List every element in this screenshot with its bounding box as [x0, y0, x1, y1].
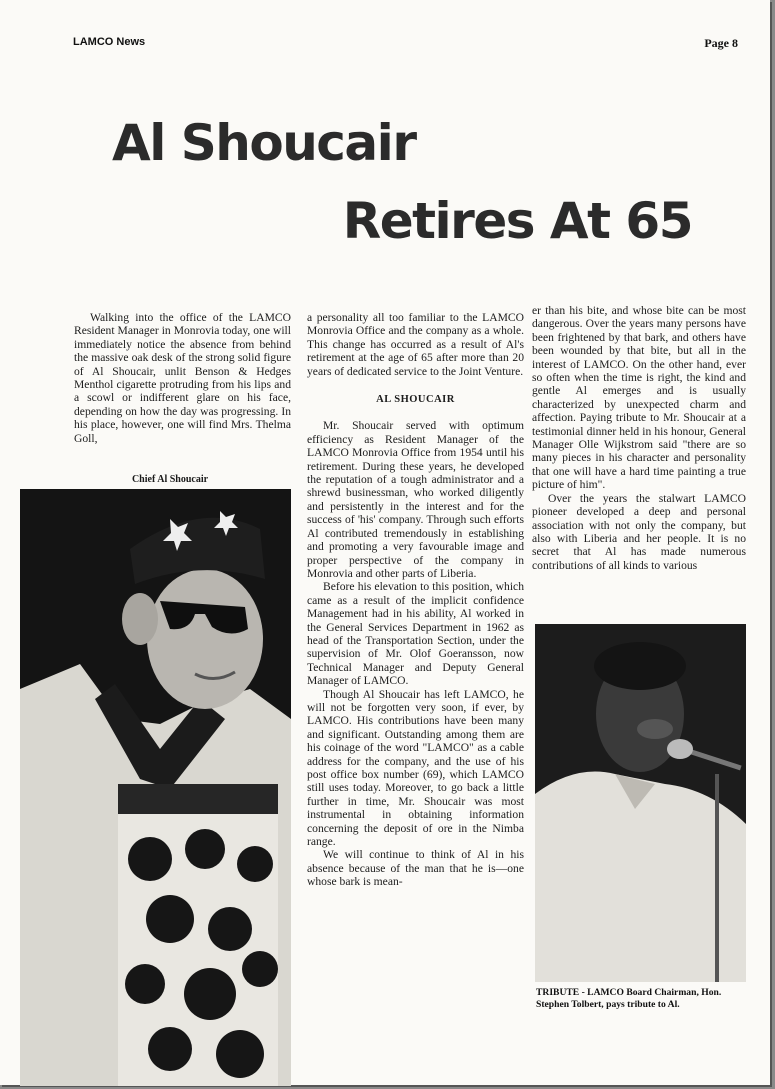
- paragraph: Before his elevation to this position, which came as a result of the implicit confidence Management had in his ability, Al worked in the General Services Department in 1962 as head of the Transportation Section, under the supervision of Mr. Olof Goeransson, now Technical Manager and Deputy General Manager of LAMCO.: [307, 580, 524, 688]
- paragraph: Mr. Shoucair served with optimum efficiency as Resident Manager of the LAMCO Monrovia Office from 1954 until his retirement. During these years, he developed the reputation of a tough administrator and a shrewd businessman, who worked diligently and persistently in the interest and for the success of 'his' company. Through such efforts Al contributed tremendously in establishing and promoting a very favourable image and proper perspective of the company in Monrovia and other parts of Liberia.: [307, 419, 524, 580]
- article-column-1: [74, 311, 291, 445]
- paragraph: Walking into the office of the LAMCO Resident Manager in Monrovia today, one will immediately notice the absence from behind the massive oak desk of the strong solid figure of Al Shoucair, unlit Benson & Hedges Menthol cigarette protruding from his lips and a scowl or indifferent glare on his face, depending on how the day was progressing. In his place, however, one will find Mrs. Thelma Goll,: [74, 311, 291, 445]
- paragraph: Though Al Shoucair has left LAMCO, he will not be forgotten very soon, if ever, by LAMCO. His contributions have been many and significant. Outstanding among them are his coinage of the word "LAMCO" as a cable address for the company, and the use of his post office box number (69), which LAMCO still uses today. Moreover, to go back a little further in time, Mr. Shoucair was most instrumental in obtaining information concerning the deposit of ore in the Nimba range.: [307, 687, 524, 849]
- photo-caption-chief: Chief Al Shoucair: [131, 474, 209, 485]
- paragraph: a personality all too familiar to the LAMCO Monrovia Office and the company as a whole. This change has occurred as a result of Al's retirement at the age of 65 after more than 20 years of dedicated service to the Joint Venture.: [307, 311, 524, 378]
- article-subhead: AL SHOUCAIR: [376, 394, 455, 406]
- photo-al-shoucair: [20, 489, 291, 1086]
- photo-caption-tribute: TRIBUTE - LAMCO Board Chairman, Hon. Stephen Tolbert, pays tribute to Al.: [536, 987, 722, 1010]
- page-number: Page 8: [704, 36, 738, 50]
- headline-line-2: Retires At 65: [342, 192, 692, 250]
- photo-stephen-tolbert: [535, 624, 746, 982]
- paragraph: er than his bite, and whose bite can be most dangerous. Over the years many persons have been frightened by that bark, and others have been wounded by that bite, but all in the interest of LAMCO. On the other hand, ever so often when the time is right, the kind and gentle Al emerges and is usually characterized by unexpected charm and affection. Paying tribute to Mr. Shoucair at a testimonial dinner held in his honour, General Manager Olle Wijkstrom said "there are so many pieces in his character and personality that one will have a hard time painting a true picture of him".: [532, 304, 746, 492]
- publication-name: LAMCO News: [73, 36, 146, 48]
- paragraph: We will continue to think of Al in his absence because of the man that he is—one whose bark is mean-: [307, 848, 524, 889]
- paragraph: Over the years the stalwart LAMCO pioneer developed a deep and personal association with not only the company, but also with Liberia and her people. It is no secret that Al has made numerous contributions of all kinds to various: [532, 491, 746, 572]
- headline-line-1: Al Shoucair: [112, 114, 416, 172]
- article-column-3: [532, 304, 746, 572]
- article-column-2: [307, 311, 524, 889]
